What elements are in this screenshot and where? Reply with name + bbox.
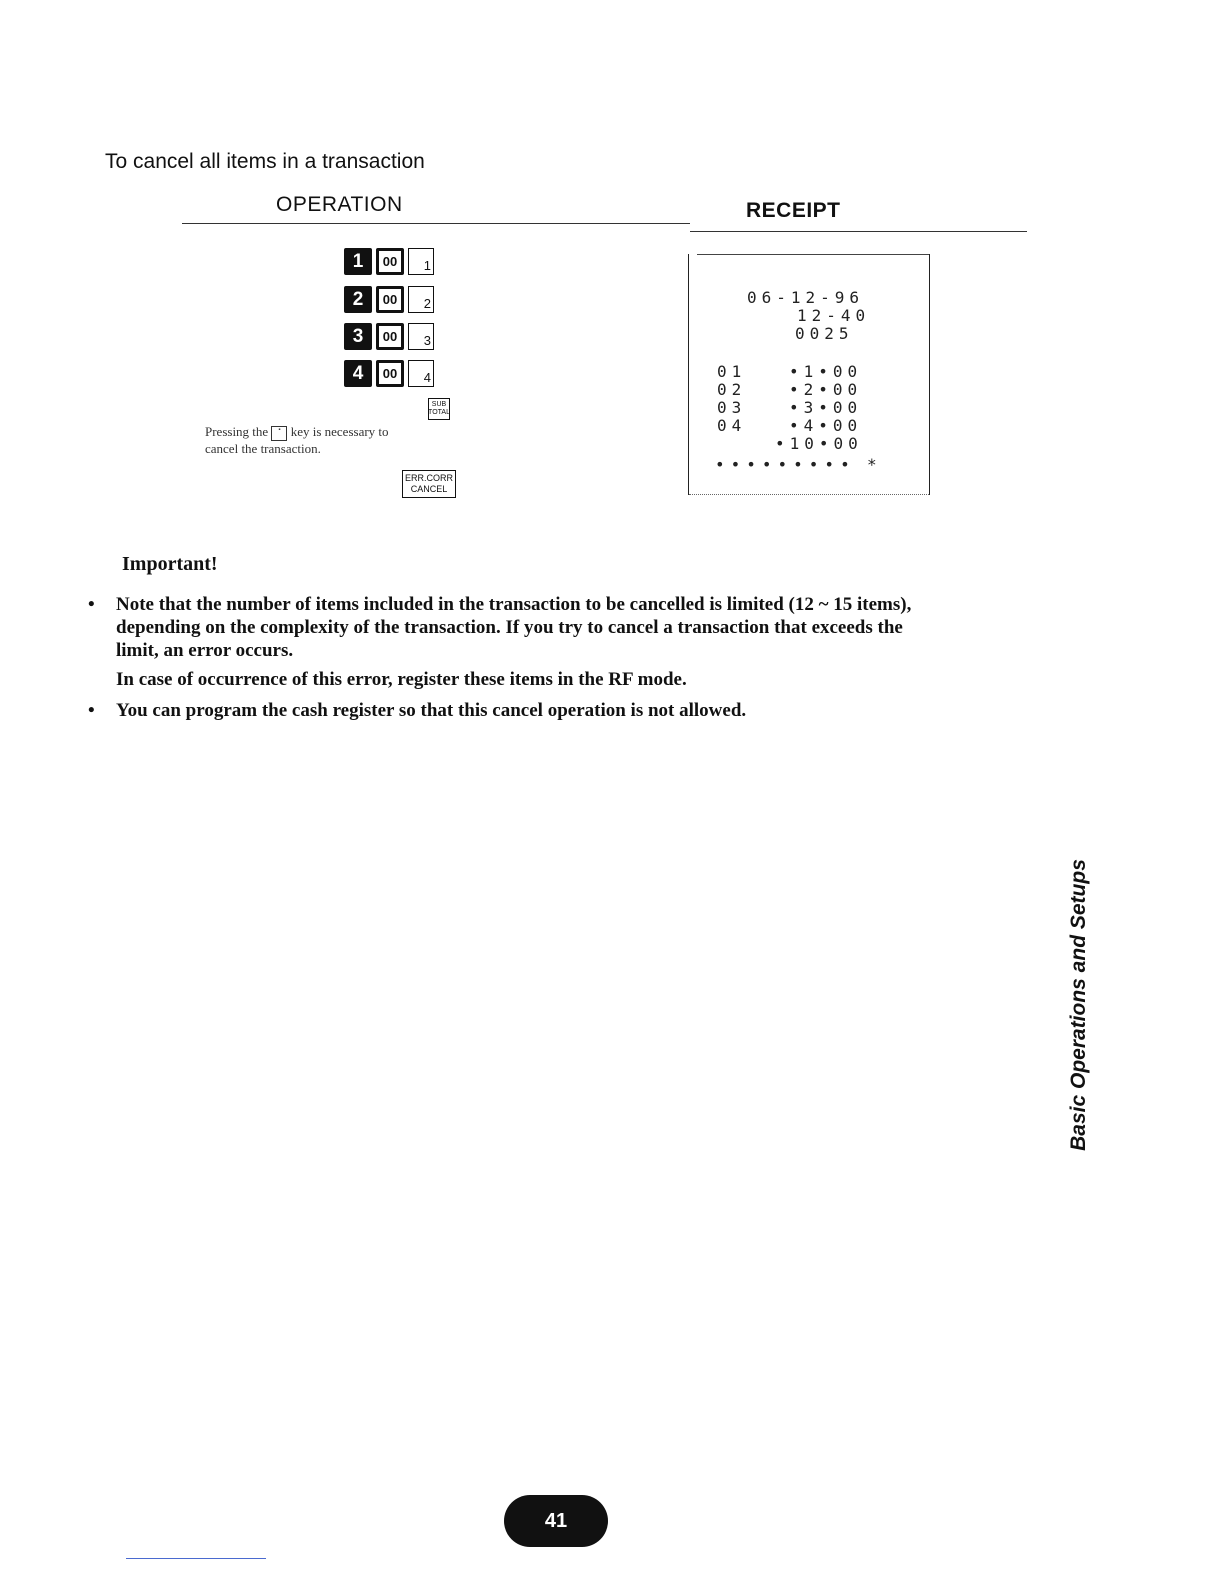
subtotal-key-icon: ▪ bbox=[271, 426, 287, 441]
receipt-consecutive-number: 0025 bbox=[795, 324, 854, 343]
department-key: 3 bbox=[408, 323, 434, 350]
receipt-item-dept: 03 bbox=[717, 398, 747, 417]
receipt-total: •10•00 bbox=[775, 434, 863, 453]
receipt-top-edge bbox=[697, 254, 929, 255]
receipt-rule bbox=[690, 231, 1027, 232]
key-sequence-row bbox=[344, 248, 434, 275]
receipt-time: 12-40 bbox=[797, 306, 871, 325]
note-text-after: key is necessary to bbox=[290, 424, 389, 439]
number-key: 1 bbox=[344, 248, 372, 275]
department-key: 2 bbox=[408, 286, 434, 313]
note-text-before: Pressing the bbox=[205, 424, 269, 439]
bullet-line: depending on the complexity of the transaction. If you try to cancel a transaction that exceeds the bbox=[116, 617, 903, 638]
key-sequence-row bbox=[344, 360, 434, 387]
receipt-item-amount: •1•00 bbox=[789, 362, 863, 381]
operation-heading: OPERATION bbox=[276, 193, 403, 216]
subtotal-key-line1: SUB bbox=[431, 401, 447, 408]
subtotal-note bbox=[205, 424, 389, 456]
important-list bbox=[88, 593, 1068, 730]
bullet-line: limit, an error occurs. bbox=[116, 640, 294, 661]
double-zero-key: 00 bbox=[376, 248, 404, 275]
number-key: 2 bbox=[344, 286, 372, 313]
receipt-bottom-edge bbox=[689, 494, 929, 495]
key-sequence-row bbox=[344, 286, 434, 313]
page-number: 41 bbox=[504, 1495, 608, 1547]
side-section-text: Basic Operations and Setups bbox=[1067, 859, 1090, 1151]
bullet-line: You can program the cash register so that this cancel operation is not allowed. bbox=[116, 700, 747, 721]
cancel-key-line1: ERR.CORR bbox=[404, 473, 453, 483]
number-key: 3 bbox=[344, 323, 372, 350]
department-key: 4 bbox=[408, 360, 434, 387]
receipt-box bbox=[688, 254, 930, 495]
list-item bbox=[88, 593, 1068, 691]
department-key: 1 bbox=[408, 248, 434, 275]
receipt-star: * bbox=[867, 455, 882, 474]
bullet-line: In case of occurrence of this error, register these items in the RF mode. bbox=[116, 669, 687, 690]
receipt-item-amount: •3•00 bbox=[789, 398, 863, 417]
receipt-item-amount: •4•00 bbox=[789, 416, 863, 435]
bullet-icon: • bbox=[88, 700, 95, 721]
error-correct-cancel-key bbox=[402, 470, 456, 498]
bullet-icon: • bbox=[88, 594, 95, 615]
footer-rule bbox=[126, 1558, 266, 1559]
subtotal-key bbox=[428, 398, 450, 420]
receipt-heading: RECEIPT bbox=[746, 199, 841, 222]
receipt-dots: ••••••••• bbox=[715, 455, 856, 474]
receipt-date: 06-12-96 bbox=[747, 288, 865, 307]
list-item bbox=[88, 699, 1068, 722]
cancel-key-line2: CANCEL bbox=[410, 484, 448, 494]
receipt-item-dept: 01 bbox=[717, 362, 747, 381]
section-title: To cancel all items in a transaction bbox=[105, 150, 425, 173]
double-zero-key: 00 bbox=[376, 360, 404, 387]
note-text-line2: cancel the transaction. bbox=[205, 440, 321, 456]
operation-rule bbox=[182, 223, 690, 224]
number-key: 4 bbox=[344, 360, 372, 387]
important-heading: Important! bbox=[122, 553, 218, 575]
double-zero-key: 00 bbox=[376, 286, 404, 313]
subtotal-key-line2: TOTAL bbox=[428, 409, 450, 416]
receipt-item-amount: •2•00 bbox=[789, 380, 863, 399]
bullet-line: Note that the number of items included in the transaction to be cancelled is limited (12 ~ 15 items), bbox=[116, 594, 912, 615]
receipt-item-dept: 02 bbox=[717, 380, 747, 399]
double-zero-key: 00 bbox=[376, 323, 404, 350]
side-section-label bbox=[1067, 859, 1097, 1151]
receipt-item-dept: 04 bbox=[717, 416, 747, 435]
key-sequence-row bbox=[344, 323, 434, 350]
